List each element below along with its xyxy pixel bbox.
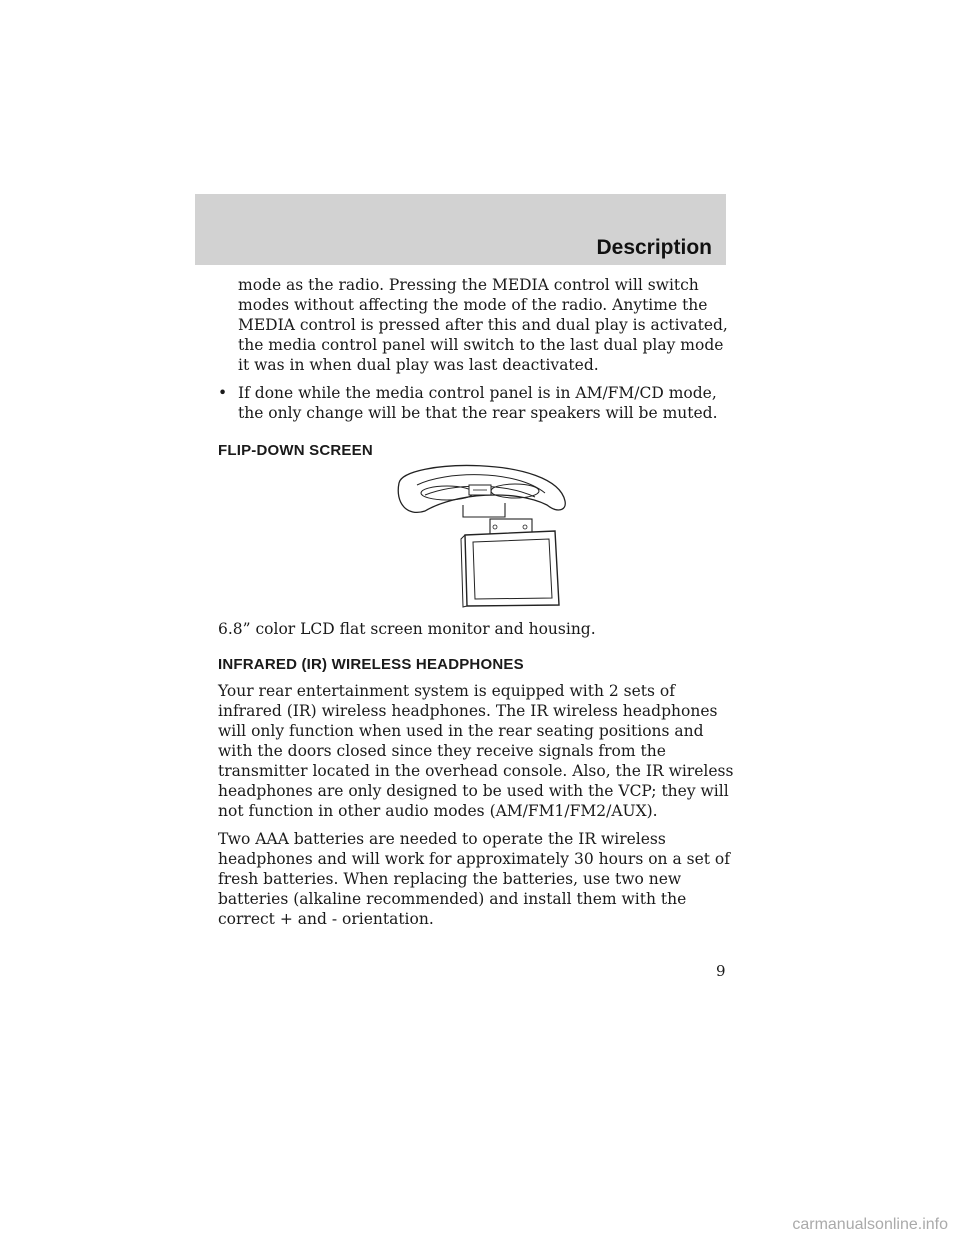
headphones-paragraph-1: Your rear entertainment system is equipped with 2 sets of infrared (IR) wireless headphones. The IR wireless headphones will only function when used in the rear seating positions and with the doors closed since they receive signals from the transmitter located in the overhead console. Also, the IR wireless headphones are only designed to be used with the VCP; they will not function in other audio modes (AM/FM1/FM2/AUX).	[218, 682, 734, 820]
flip-down-screen-illustration-icon	[395, 455, 571, 610]
header-band	[195, 194, 726, 265]
section-title: Description	[596, 236, 712, 259]
bullet-text: If done while the media control panel is in AM/FM/CD mode, the only change will be that the rear speakers will be muted.	[238, 384, 718, 422]
continued-paragraph: mode as the radio. Pressing the MEDIA control will switch modes without affecting the mode of the radio. Anytime the MEDIA control is pressed after this and dual play is activated, the media control panel will switch to the last dual play mode it was in when dual play was last deactivated.	[238, 276, 728, 374]
bullet-item	[218, 383, 738, 423]
headphones-section	[218, 655, 738, 937]
headphones-heading: INFRARED (IR) WIRELESS HEADPHONES	[218, 656, 524, 673]
bullet-icon: •	[218, 384, 228, 402]
figure-caption: 6.8” color LCD flat screen monitor and housing.	[218, 620, 596, 638]
headphones-paragraph-2: Two AAA batteries are needed to operate the IR wireless headphones and will work for approximately 30 hours on a set of fresh batteries. When replacing the batteries, use two new batteries (alkaline recommended) and install them with the correct + and - orientation.	[218, 830, 730, 928]
top-content	[218, 275, 738, 467]
flip-down-heading: FLIP-DOWN SCREEN	[218, 442, 373, 459]
watermark: carmanualsonline.info	[792, 1216, 948, 1233]
page-number: 9	[716, 962, 726, 980]
